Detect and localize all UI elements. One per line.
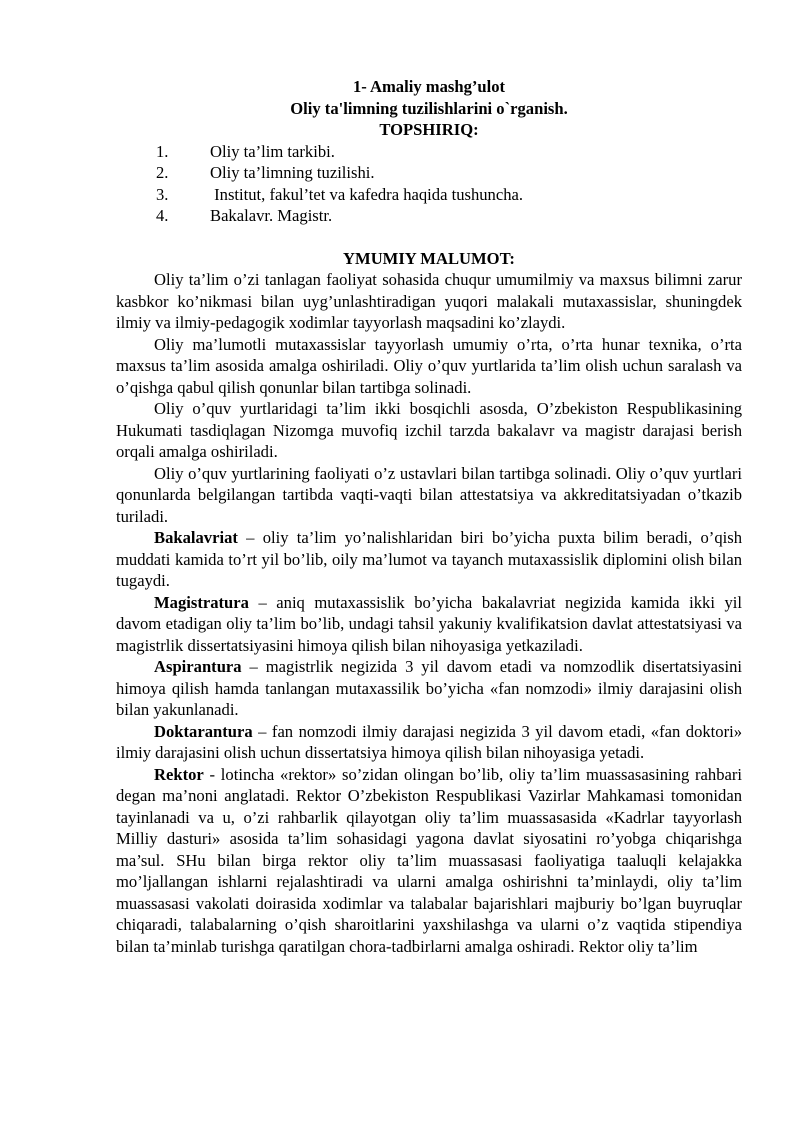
definition-text: – magistrlik negizida 3 yil davom etadi va nomzodlik disertatsiyasini himoya qilish hamda tanlangan mutaxassilik bo’yicha «fan nomzodi» ilmiy darajasini olish bilan yakunlanadi. (116, 657, 742, 719)
lesson-subtitle: Oliy ta'limning tuzilishlarini o`rganish. (290, 98, 568, 118)
spacer (116, 227, 742, 248)
document-page (116, 76, 742, 957)
term-doktarantura: Doktarantura (154, 721, 253, 741)
definition-text: – oliy ta’lim yo’nalishlaridan biri bo’yicha puxta bilim beradi, o’qish muddati kamida to’rt yil bo’lib, oily ma’lumot va tayanch mutaxassislik diplomini olish bilan tugaydi. (116, 528, 742, 590)
list-item-text: Institut, fakul’tet va kafedra haqida tushuncha. (210, 184, 524, 204)
paragraph: Oliy o’quv yurtlaridagi ta’lim ikki bosqichli asosda, O’zbekiston Respublikasining Hukumati tasdiqlagan Nizomga muvofiq izchil tarzda bakalavr va magistr darajasi berish orqali amalga oshiriladi. (116, 399, 742, 461)
section-heading: YMUMIY MALUMOT: (343, 248, 515, 268)
list-item-text: Bakalavr. Magistr. (210, 206, 333, 225)
paragraph (116, 527, 742, 592)
task-heading: TOPSHIRIQ: (379, 120, 479, 139)
list-item-text: Oliy ta’limning tuzilishi. (210, 163, 375, 182)
list-item-number: 1. (156, 141, 169, 161)
term-magistratura: Magistratura (154, 592, 249, 612)
list-item (116, 141, 742, 163)
paragraph (116, 764, 742, 958)
term-aspirantura: Aspirantura (154, 657, 242, 676)
paragraph (116, 721, 742, 764)
definition-text: – aniq mutaxassislik bo’yicha bakalavriat negizida kamida ikki yil davom etadigan oliy ta’lim bo’lib, undagi tahsil yakuniy kvalifikatsion davlat attestatsiyasi va magistrlik dissertatsiyasini himoya qilish bilan nihoyasiga yetkaziladi. (116, 592, 742, 655)
task-list (116, 141, 742, 227)
lesson-title: 1- Amaliy mashg’ulot (352, 77, 506, 96)
definition-text: - lotincha «rektor» so’zidan olingan bo’lib, oliy ta’lim muassasasining rahbari degan ma’noni anglatadi. Rektor O’zbekiston Respublikasi Vazirlar Mahkamasi tomonidan tayinlanadi va u, o’zi rahbarlik qilayotgan oliy ta’lim muassasasida «Kadrlar tayyorlash Milliy dasturi» asosida ta’lim sohasidagi yagona davlat siyosatini ro’yobga chiqarishga ma’sul. SHu bilan birga rektor oliy ta’lim muassasasi faoliyatiga taaluqli kelajakka mo’ljallangan ishlarni rejalashtiradi va ularni amalga oshirishni ta’minlaydi, oliy ta’lim muassasasi vakolati doirasida xodimlar va talabalar bajarishlari majburiy bo’lgan buyruqlar chiqaradi, talabalarning o’qish sharoitlarini yaxshilashga va ularni o’z vaqtida stipendiya bilan ta’minlab turishga qaratilgan chora-tadbirlarni amalga oshiradi. Rektor oliy ta’lim (116, 764, 742, 956)
list-item-number: 4. (156, 206, 169, 225)
paragraph (116, 592, 742, 657)
list-item-number: 3. (156, 184, 169, 204)
term-rektor: Rektor (154, 764, 204, 784)
list-item (116, 184, 742, 206)
list-item-number: 2. (156, 163, 169, 182)
term-bakalavriat: Bakalavriat (154, 528, 238, 547)
paragraph: Oliy o’quv yurtlarining faoliyati o’z ustavlari bilan tartibga solinadi. Oliy o’quv yurtlari qonunlarda belgilangan tartibda vaqti-vaqti bilan attestatsiya va akkreditatsiyadan o’tkazib turiladi. (116, 463, 742, 526)
paragraph: Oliy ma’lumotli mutaxassislar tayyorlash umumiy o’rta, o’rta hunar texnika, o’rta maxsus ta’lim asosida amalga oshiriladi. Oliy o’quv yurtlarida ta’lim olish uchun saralash va o’qishga qabul qilish qonunlar bilan tartibga solinadi. (116, 334, 742, 397)
definition-text: – fan nomzodi ilmiy darajasi negizida 3 yil davom etadi, «fan doktori» ilmiy darajasini olish uchun dissertatsiya himoya qilish bilan nihoyasiga yetadi. (116, 721, 742, 762)
list-item-text: Oliy ta’lim tarkibi. (210, 141, 335, 161)
list-item (116, 162, 742, 184)
paragraph: Oliy ta’lim o’zi tanlagan faoliyat sohasida chuqur umumilmiy va maxsus bilimni zarur kasbkor ko’nikmasi bilan uyg’unlashtiradigan yuqori malakali mutaxassislar, shuningdek ilmiy va ilmiy-pedagogik xodimlar tayyorlash maqsadini ko’zlaydi. (116, 270, 742, 332)
paragraph (116, 656, 742, 721)
list-item (116, 205, 742, 227)
